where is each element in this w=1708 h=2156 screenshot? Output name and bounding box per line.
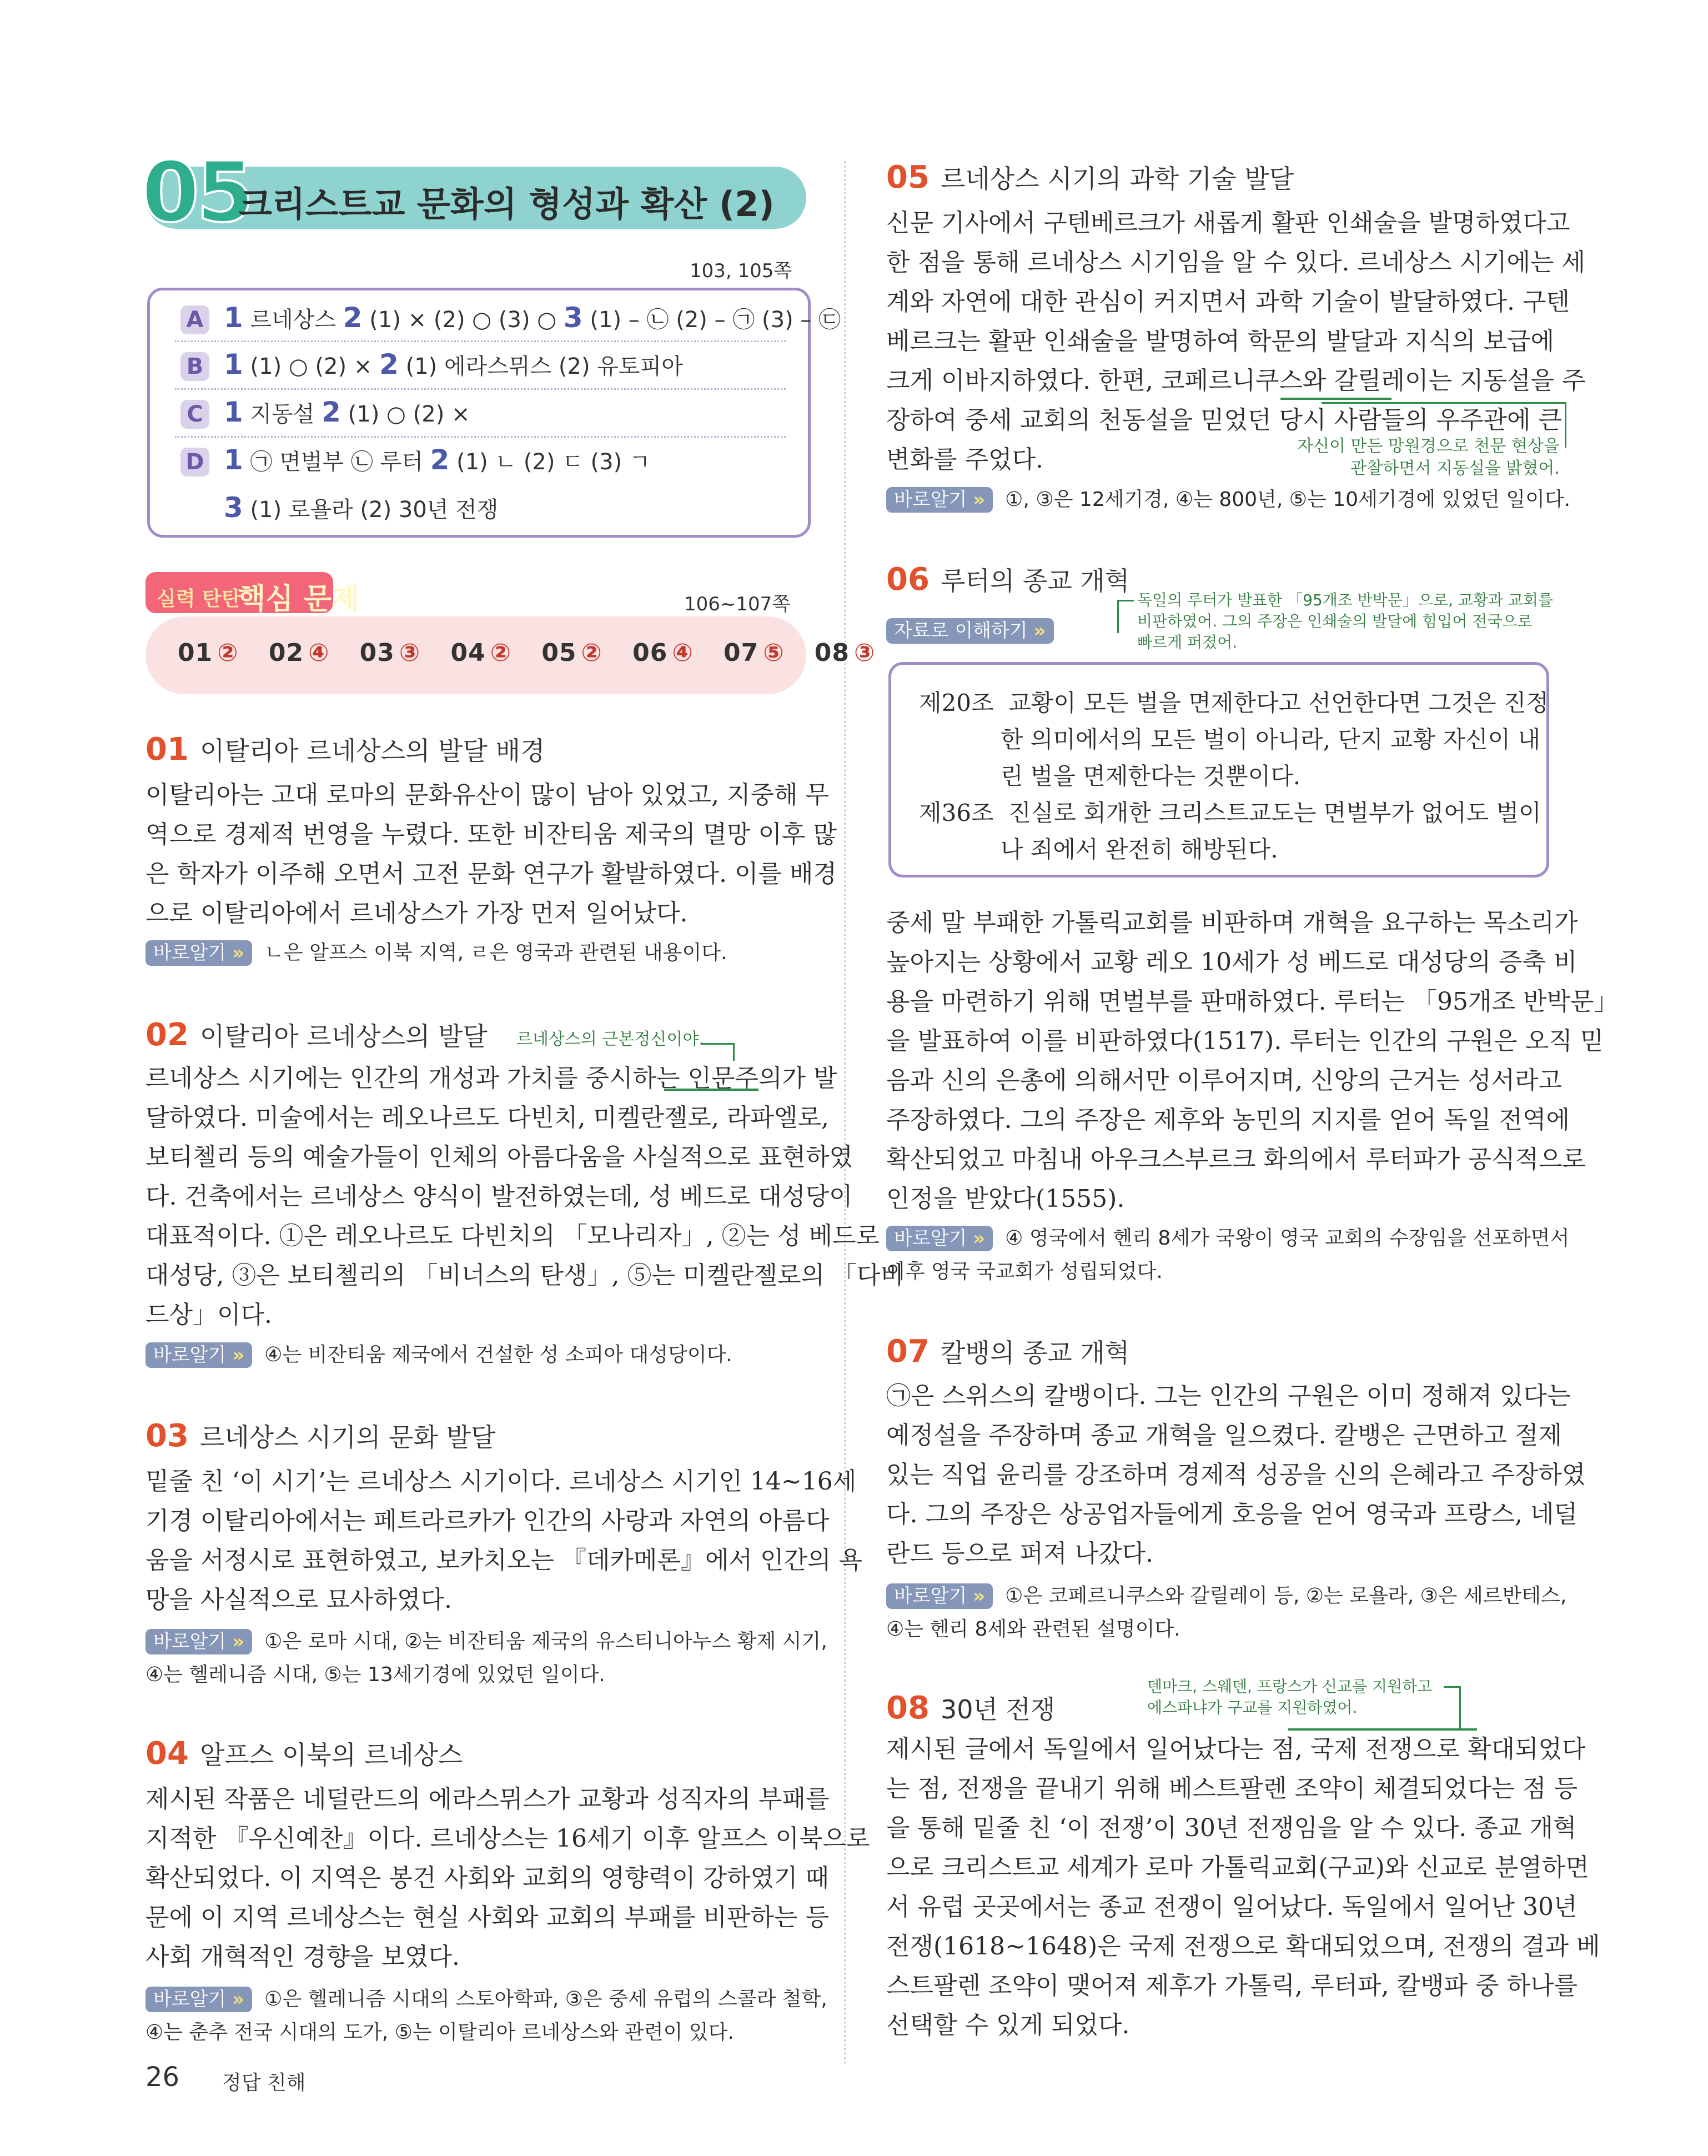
core-answer: 08 ③ — [814, 639, 876, 667]
answer-box — [147, 288, 841, 538]
section-08-body: 제시된 글에서 독일에서 일어났다는 점, 국제 전쟁으로 확대되었다 는 점, 전쟁을 끝내기 위해 베스트팔렌 조약이 체결되었다는 점 등 을 통해 밑줄 친 ‘이 전쟁’이 30년 전쟁임을 알 수 있다. 종교 개혁 으로 크리스트교 세계가 로마 가톨릭교회(구교)와 신교로 분열하면 서 유럽 곳곳에서는 종교 전쟁이 일어났다. 독일에서 일어난 30년 전쟁(1618~1648)은 국제 전쟁으로 확대되었으며, 전쟁의 결과 베 스트팔렌 조약이 맺어져 제후가 가톨릭, 루터파, 칼뱅파 중 하나를 선택할 수 있게 되었다. — [886, 1735, 1600, 2039]
answer-label-a: A — [180, 305, 209, 334]
underline-galilei — [1280, 398, 1391, 400]
answer-row-c: C 1 지동설 2 (1) ○ (2) × — [180, 396, 470, 429]
note-connector — [1117, 600, 1119, 633]
note-connector — [1565, 402, 1566, 448]
underline-international-war — [1288, 1728, 1477, 1731]
section-06-body: 중세 말 부패한 가톨릭교회를 비판하며 개혁을 요구하는 목소리가 높아지는 상황에서 교황 레오 10세가 성 베드로 대성당의 증축 비 용을 마련하기 위해 면벌부를 판매하였다. 루터는 「95개조 반박문」 을 발표하여 이를 비판하였다(1517). 루터는 인간의 구원은 오직 믿 음과 신의 은총에 의해서만 이루어지며, 신앙의 근거는 성서라고 주장하였다. 그의 주장은 제후와 농민의 지지를 얻어 독일 전역에 확산되었고 마침내 아우크스부르크 화의에서 루터파가 공식적으로 인정을 받았다(1555). — [886, 909, 1619, 1213]
section-05-note: 자신이 만든 망원경으로 천문 현상을 관찰하면서 지동설을 밝혔어. — [1297, 437, 1560, 478]
core-problems-small-label: 실력 탄탄 — [157, 588, 241, 610]
note-connector — [1117, 600, 1134, 601]
answer-row-b: B 1 (1) ○ (2) × 2 (1) 에라스뮈스 (2) 유토피아 — [180, 348, 683, 381]
core-answer: 01 ② — [178, 639, 239, 667]
tip-badge: 바로알기 » — [145, 1987, 252, 2012]
core-answers — [178, 639, 875, 667]
answer-label-b: B — [180, 352, 209, 381]
answer-divider — [175, 340, 786, 342]
section-02-heading: 02 이탈리아 르네상스의 발달 — [145, 1017, 488, 1053]
section-05-tip: 바로알기 » ①, ③은 12세기경, ④는 800년, ⑤는 10세기경에 있었던 일이다. — [886, 483, 1570, 517]
core-problems-label: 핵심 문제 — [238, 583, 360, 616]
underline-humanism — [664, 1089, 758, 1091]
answer-row-d: D 1 ㉠ 면벌부 ㉡ 루터 2 (1) ㄴ (2) ㄷ (3) ㄱ — [180, 444, 651, 477]
answer-divider — [175, 388, 786, 390]
section-03-body: 밑줄 친 ‘이 시기’는 르네상스 시기이다. 르네상스 시기인 14~16세 기경 이탈리아에서는 페트라르카가 인간의 사랑과 자연의 아름다 움을 서정시로 표현하였고, 보카치오는 『데카메론』에서 인간의 욕 망을 사실적으로 묘사하였다. — [145, 1467, 863, 1614]
answer-divider — [175, 436, 786, 438]
answer-row-d2: 3 (1) 로욜라 (2) 30년 전쟁 — [224, 492, 499, 524]
section-02-body: 르네상스 시기에는 인간의 개성과 가치를 중시하는 인문주의가 발 달하였다. 미술에서는 레오나르도 다빈치, 미켈란젤로, 라파엘로, 보티첼리 등의 예술가들이 인체의 아름다움을 사실적으로 표현하였 다. 건축에서는 르네상스 양식이 발전하였는데, 성 베드로 대성당이 대표적이다. ①은 레오나르도 다빈치의 「모나리자」, ②는 성 베드로 대성당, ③은 보티첼리의 「비너스의 탄생」, ⑤는 미켈란젤로의 「다비 드상」이다. — [145, 1064, 904, 1329]
section-04-heading: 04 알프스 이북의 르네상스 — [145, 1736, 463, 1772]
note-connector — [1322, 402, 1566, 404]
chapter-title: 크리스트교 문화의 형성과 확산 (2) — [239, 184, 775, 224]
footer-label: 정답 친해 — [222, 2072, 306, 2094]
section-01-tip: 바로알기 » ㄴ은 알프스 이북 지역, ㄹ은 영국과 관련된 내용이다. — [145, 936, 727, 970]
answer-label-c: C — [180, 400, 209, 429]
section-06-heading: 06 루터의 종교 개혁 — [886, 561, 1130, 598]
answer-label-d: D — [180, 448, 209, 477]
section-08-heading: 08 30년 전쟁 — [886, 1690, 1056, 1726]
source-text: 제20조 교황이 모든 벌을 면제한다고 선언한다면 그것은 진정 한 의미에서의 모든 벌이 아니라, 단지 교황 자신이 내 린 벌을 면제한다는 것뿐이다. 제36조 진실로 회개한 크리스트교도는 면벌부가 없어도 벌이 나 죄에서 완전히 해방된다. — [919, 689, 1549, 863]
section-03-heading: 03 르네상스 시기의 문화 발달 — [145, 1418, 496, 1454]
note-connector — [701, 1043, 734, 1045]
tip-badge: 바로알기 » — [886, 1583, 993, 1609]
answer-row-a: A 1 르네상스 2 (1) × (2) ○ (3) ○ 3 (1) – ㉡ (2) – ㉠ (3) – ㉢ — [180, 302, 841, 334]
core-answer: 03 ③ — [359, 639, 421, 667]
source-badge: 자료로 이해하기 » — [886, 618, 1054, 644]
section-02-tip: 바로알기 » ④는 비잔티움 제국에서 건설한 성 소피아 대성당이다. — [145, 1338, 732, 1372]
section-05-heading: 05 르네상스 시기의 과학 기술 발달 — [886, 159, 1294, 195]
core-answer: 02 ④ — [268, 639, 330, 667]
section-06-note: 독일의 루터가 발표한 「95개조 반박문」으로, 교황과 교회를 비판하였어. 그의 주장은 인쇄술의 발달에 힘입어 전국으로 빠르게 퍼졌어. — [1137, 591, 1553, 651]
tip-badge: 바로알기 » — [886, 1226, 993, 1251]
source-badge-row — [886, 614, 1066, 648]
core-answer: 05 ② — [541, 639, 602, 667]
section-05-body: 신문 기사에서 구텐베르크가 새롭게 활판 인쇄술을 발명하였다고 한 점을 통해 르네상스 시기임을 알 수 있다. 르네상스 시기에는 세 계와 자연에 대한 관심이 커지면서 과학 기술이 발달하였다. 구텐 베르크는 활판 인쇄술을 발명하여 학문의 발달과 지식의 보급에 크게 이바지하였다. 한편, 코페르니쿠스와 갈릴레이는 지동설을 주 장하여 중세 교회의 천동설을 믿었던 당시 사람들의 우주관에 큰 변화를 주었다. — [886, 209, 1586, 474]
section-07-body: ㉠은 스위스의 칼뱅이다. 그는 인간의 구원은 이미 정해져 있다는 예정설을 주장하며 종교 개혁을 일으켰다. 칼뱅은 근면하고 절제 있는 직업 윤리를 강조하며 경제적 성공을 신의 은혜라고 주장하였 다. 그의 주장은 상공업자들에게 호응을 얻어 영국과 프랑스, 네덜 란드 등으로 퍼져 나갔다. — [886, 1382, 1586, 1568]
note-connector — [1459, 1686, 1461, 1729]
page-number: 26 — [145, 2062, 180, 2093]
core-answer: 06 ④ — [632, 639, 694, 667]
note-connector — [1444, 1686, 1460, 1688]
tip-badge: 바로알기 » — [145, 940, 252, 966]
chapter-number: 05 — [142, 144, 251, 241]
tip-badge: 바로알기 » — [145, 1629, 252, 1654]
source-box — [888, 662, 1549, 878]
section-03-tip: 바로알기 » ①은 로마 시대, ②는 비잔티움 제국의 유스티니아누스 황제 시기, ④는 헬레니즘 시대, ⑤는 13세기경에 있었던 일이다. — [145, 1630, 827, 1686]
section-04-tip: 바로알기 » ①은 헬레니즘 시대의 스토아학파, ③은 중세 유럽의 스콜라 철학, ④는 춘추 전국 시대의 도가, ⑤는 이탈리아 르네상스와 관련이 있다. — [145, 1988, 827, 2044]
section-01-heading: 01 이탈리아 르네상스의 발달 배경 — [145, 731, 545, 768]
column-divider — [844, 161, 846, 2066]
section-02-note: 르네상스의 근본정신이야. — [516, 1030, 704, 1049]
core-answer: 04 ② — [450, 639, 511, 667]
answer-page-ref: 103, 105쪽 — [690, 260, 792, 282]
core-answer: 07 ⑤ — [723, 639, 785, 667]
section-01-body: 이탈리아는 고대 로마의 문화유산이 많이 남아 있었고, 지중해 무 역으로 경제적 번영을 누렸다. 또한 비잔티움 제국의 멸망 이후 많 은 학자가 이주해 오면서 고전 문화 연구가 활발하였다. 이를 배경 으로 이탈리아에서 르네상스가 가장 먼저 일어났다. — [145, 781, 837, 927]
section-07-tip: 바로알기 » ①은 코페르니쿠스와 갈릴레이 등, ②는 로욜라, ③은 세르반테스, ④는 헨리 8세와 관련된 설명이다. — [886, 1585, 1567, 1641]
section-04-body: 제시된 작품은 네덜란드의 에라스뮈스가 교황과 성직자의 부패를 지적한 『우신예찬』이다. 르네상스는 16세기 이후 알프스 이북으로 확산되었다. 이 지역은 봉건 사회와 교회의 영향력이 강하였기 때 문에 이 지역 르네상스는 현실 사회와 교회의 부패를 비판하는 등 사회 개혁적인 경향을 보였다. — [145, 1785, 870, 1971]
core-page-ref: 106~107쪽 — [684, 593, 791, 615]
tip-badge: 바로알기 » — [145, 1342, 252, 1368]
tip-badge: 바로알기 » — [886, 487, 993, 513]
section-07-heading: 07 칼뱅의 종교 개혁 — [886, 1333, 1130, 1370]
section-08-note: 덴마크, 스웨덴, 프랑스가 신교를 지원하고 에스파냐가 구교를 지원하였어. — [1147, 1677, 1433, 1717]
section-06-tip: 바로알기 » ④ 영국에서 헨리 8세가 국왕이 영국 교회의 수장임을 선포하면서 이후 영국 국교회가 성립되었다. — [886, 1227, 1570, 1283]
